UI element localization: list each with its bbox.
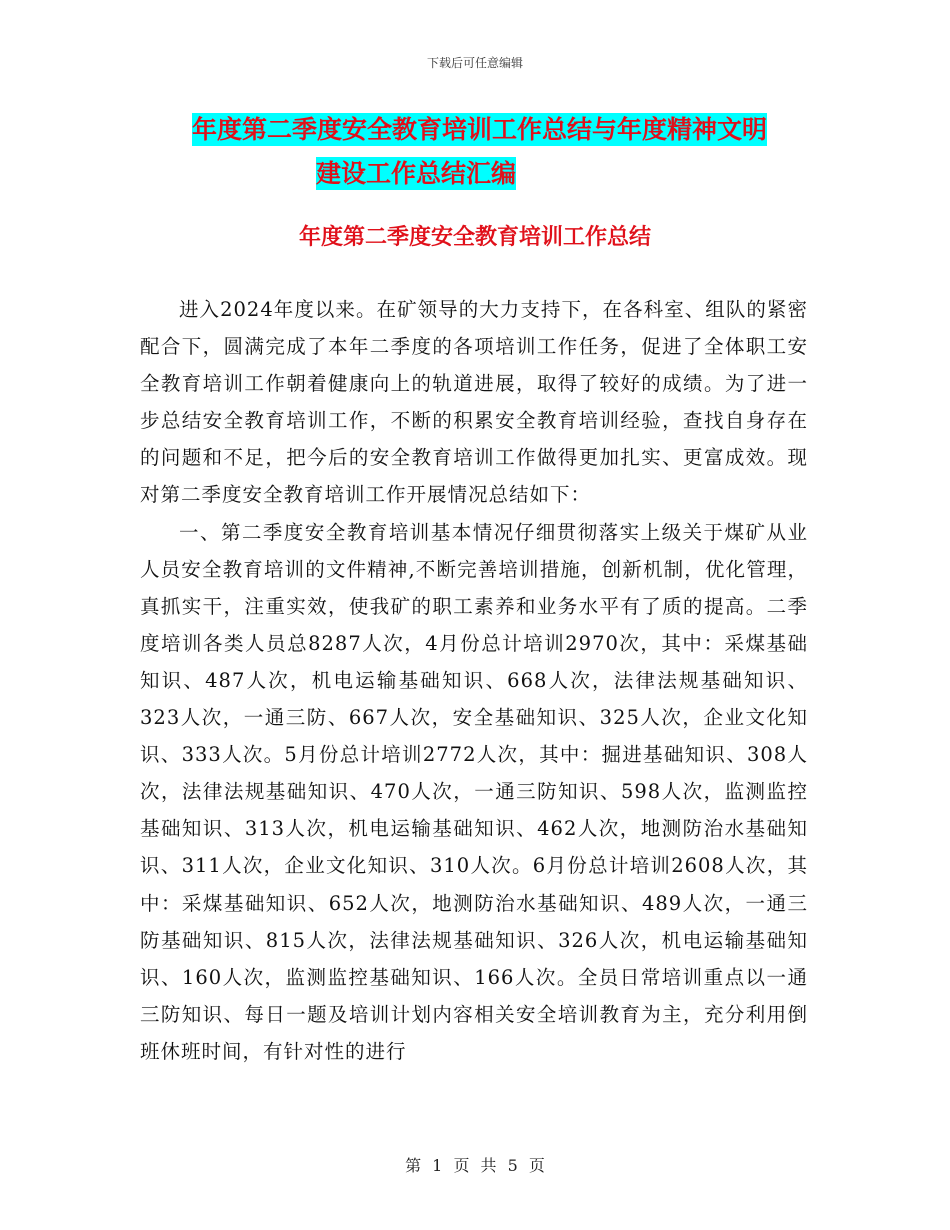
document-title <box>150 108 840 196</box>
document-title-line-1 <box>150 108 840 152</box>
paragraph-basic-situation: 一、第二季度安全教育培训基本情况仔细贯彻落实上级关于煤矿从业人员安全教育培训的文件精神,不断完善培训措施，创新机制，优化管理，真抓实干，注重实效，使我矿的职工素养和业务水平有了质的提高。二季度培训各类人员总8287人次，4月份总计培训2970次，其中：采煤基础知识、487人次，机电运输基础知识、668人次，法律法规基础知识、323人次，一通三防、667人次，安全基础知识、325人次，企业文化知识、333人次。5月份总计培训2772人次，其中：掘进基础知识、308人次，法律法规基础知识、470人次，一通三防知识、598人次，监测监控基础知识、313人次，机电运输基础知识、462人次，地测防治水基础知识、311人次，企业文化知识、310人次。6月份总计培训2608人次，其中：采煤基础知识、652人次，地测防治水基础知识、489人次，一通三防基础知识、815人次，法律法规基础知识、326人次，机电运输基础知识、160人次，监测监控基础知识、166人次。全员日常培训重点以一通三防知识、每日一题及培训计划内容相关安全培训教育为主，充分利用倒班休班时间，有针对性的进行 <box>140 520 808 1063</box>
title-highlight-2: 建设工作总结汇编 <box>316 159 517 188</box>
page-header-note: 下载后可任意编辑 <box>426 56 523 70</box>
document-body <box>140 291 808 1070</box>
page-footer: 第 1 页 共 5 页 <box>405 1156 545 1175</box>
paragraph-intro: 进入2024年度以来。在矿领导的大力支持下，在各科室、组队的紧密配合下，圆满完成了本年二季度的各项培训工作任务，促进了全体职工安全教育培训工作朝着健康向上的轨道进展，取得了较好的成绩。为了进一步总结安全教育培训工作，不断的积累安全教育培训经验，查找自身存在的问题和不足，把今后的安全教育培训工作做得更加扎实、更富成效。现对第二季度安全教育培训工作开展情况总结如下： <box>140 298 808 507</box>
title-highlight-1: 年度第二季度安全教育培训工作总结与年度精神文明 <box>192 115 768 144</box>
document-title-line-2 <box>150 152 840 196</box>
section-title: 年度第二季度安全教育培训工作总结 <box>298 225 651 250</box>
